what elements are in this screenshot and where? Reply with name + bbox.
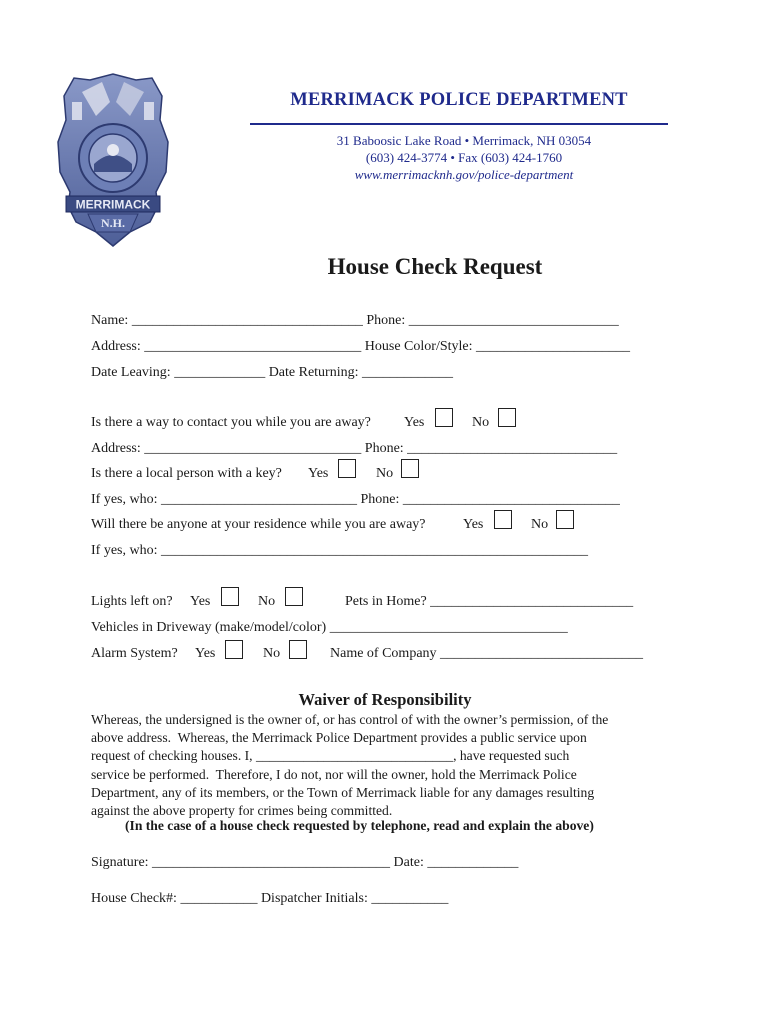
- lights-no-label: No: [258, 594, 276, 609]
- phone-field[interactable]: ______________________________: [408, 313, 619, 328]
- name-phone-row: [91, 312, 619, 330]
- address-label: Address:: [91, 339, 141, 354]
- signature-field[interactable]: __________________________________: [152, 855, 391, 870]
- anyone-yes-label: Yes: [463, 517, 484, 532]
- contact-no-checkbox[interactable]: [498, 408, 516, 427]
- alarm-question: Alarm System?: [91, 646, 178, 661]
- alarm-no-label: No: [263, 646, 281, 661]
- signature-row: [91, 854, 518, 872]
- date-returning-field[interactable]: _____________: [362, 365, 453, 380]
- police-badge-logo: [52, 72, 174, 248]
- department-phone-fax: (603) 424-3774 • Fax (603) 424-1760: [365, 150, 563, 165]
- company-field[interactable]: _____________________________: [440, 646, 644, 661]
- key-no-checkbox[interactable]: [401, 459, 419, 478]
- anyone-no-checkbox[interactable]: [556, 510, 574, 529]
- contact-phone-field[interactable]: ______________________________: [407, 441, 618, 456]
- key-phone-field[interactable]: _______________________________: [402, 492, 620, 507]
- contact-yes-checkbox[interactable]: [435, 408, 453, 427]
- vehicles-field[interactable]: __________________________________: [329, 620, 568, 635]
- lights-question: Lights left on?: [91, 594, 173, 609]
- house-check-number-label: House Check#:: [91, 891, 177, 906]
- house-check-number-field[interactable]: ___________: [180, 891, 258, 906]
- phone-label: Phone:: [366, 313, 406, 328]
- anyone-no-label: No: [531, 517, 549, 532]
- waiver-line: Whereas, the undersigned is the owner of, or has control of with the owner’s permission, of the: [91, 712, 609, 727]
- pets-row: [345, 593, 633, 611]
- anyone-question: Will there be anyone at your residence while you are away?: [91, 517, 426, 532]
- waiver-line: service be performed. Therefore, I do not, nor will the owner, hold the Merrimack Police: [91, 766, 577, 782]
- dates-row: [91, 364, 453, 382]
- vehicles-row: [91, 619, 568, 637]
- name-label: Name:: [91, 313, 129, 328]
- department-website[interactable]: www.merrimacknh.gov/police-department: [354, 167, 574, 182]
- address-color-row: [91, 338, 630, 356]
- company-label: Name of Company: [330, 646, 437, 661]
- contact-address-row: [91, 440, 617, 458]
- contact-phone-label: Phone:: [364, 441, 404, 456]
- department-name: MERRIMACK POLICE DEPARTMENT: [290, 90, 628, 110]
- lights-yes-checkbox[interactable]: [221, 587, 239, 606]
- form-title: House Check Request: [327, 254, 543, 279]
- header-divider: [250, 123, 668, 125]
- dispatcher-initials-label: Dispatcher Initials:: [260, 891, 368, 906]
- date-leaving-label: Date Leaving:: [91, 365, 171, 380]
- contact-yes-label: Yes: [404, 415, 425, 430]
- badge-banner-text: MERRIMACK: [75, 197, 151, 212]
- contact-question: Is there a way to contact you while you are away?: [91, 415, 371, 430]
- date-leaving-field[interactable]: _____________: [174, 365, 266, 380]
- waiver-line: against the above property for crimes being committed.: [91, 803, 393, 819]
- pets-field[interactable]: _____________________________: [430, 594, 634, 609]
- dispatch-row: [91, 890, 448, 908]
- key-who-label: If yes, who:: [91, 492, 158, 507]
- badge-state-text: N.H.: [101, 216, 125, 230]
- department-address: 31 Baboosic Lake Road • Merrimack, NH 03054: [336, 133, 592, 148]
- waiver-telephone-note: (In the case of a house check requested by telephone, read and explain the above): [125, 818, 594, 833]
- key-question: Is there a local person with a key?: [91, 466, 282, 481]
- key-yes-label: Yes: [308, 466, 329, 481]
- pets-label: Pets in Home?: [345, 594, 427, 609]
- house-color-field[interactable]: ______________________: [476, 339, 631, 354]
- vehicles-label: Vehicles in Driveway (make/model/color): [91, 620, 327, 635]
- dispatcher-initials-field[interactable]: ___________: [371, 891, 449, 906]
- name-field[interactable]: _________________________________: [131, 313, 363, 328]
- key-who-field[interactable]: ____________________________: [161, 492, 357, 507]
- alarm-no-checkbox[interactable]: [289, 640, 307, 659]
- waiver-line: request of checking houses. I, _____________________________, have requested such: [91, 748, 570, 764]
- contact-address-field[interactable]: _______________________________: [144, 441, 362, 456]
- signature-date-label: Date:: [393, 855, 424, 870]
- company-row: [330, 645, 643, 663]
- date-returning-label: Date Returning:: [268, 365, 359, 380]
- address-field[interactable]: _______________________________: [144, 339, 362, 354]
- key-yes-checkbox[interactable]: [338, 459, 356, 478]
- waiver-line: Department, any of its members, or the Town of Merrimack liable for any damages resulting: [91, 784, 595, 800]
- anyone-who-field[interactable]: _____________________________________________________________: [161, 543, 588, 558]
- lights-no-checkbox[interactable]: [285, 587, 303, 606]
- house-color-label: House Color/Style:: [364, 339, 473, 354]
- anyone-who-row: [91, 542, 588, 560]
- signature-date-field[interactable]: _____________: [427, 855, 519, 870]
- anyone-yes-checkbox[interactable]: [494, 510, 512, 529]
- contact-no-label: No: [472, 415, 490, 430]
- anyone-who-label: If yes, who:: [91, 543, 158, 558]
- key-phone-label: Phone:: [360, 492, 400, 507]
- lights-yes-label: Yes: [190, 594, 211, 609]
- signature-label: Signature:: [91, 855, 149, 870]
- key-who-row: [91, 491, 620, 509]
- alarm-yes-label: Yes: [195, 646, 216, 661]
- waiver-line: above address. Whereas, the Merrimack Police Department provides a public service upon: [91, 730, 587, 746]
- waiver-title: Waiver of Responsibility: [298, 690, 472, 709]
- alarm-yes-checkbox[interactable]: [225, 640, 243, 659]
- contact-address-label: Address:: [91, 441, 141, 456]
- waiver-body: [91, 711, 691, 820]
- key-no-label: No: [376, 466, 394, 481]
